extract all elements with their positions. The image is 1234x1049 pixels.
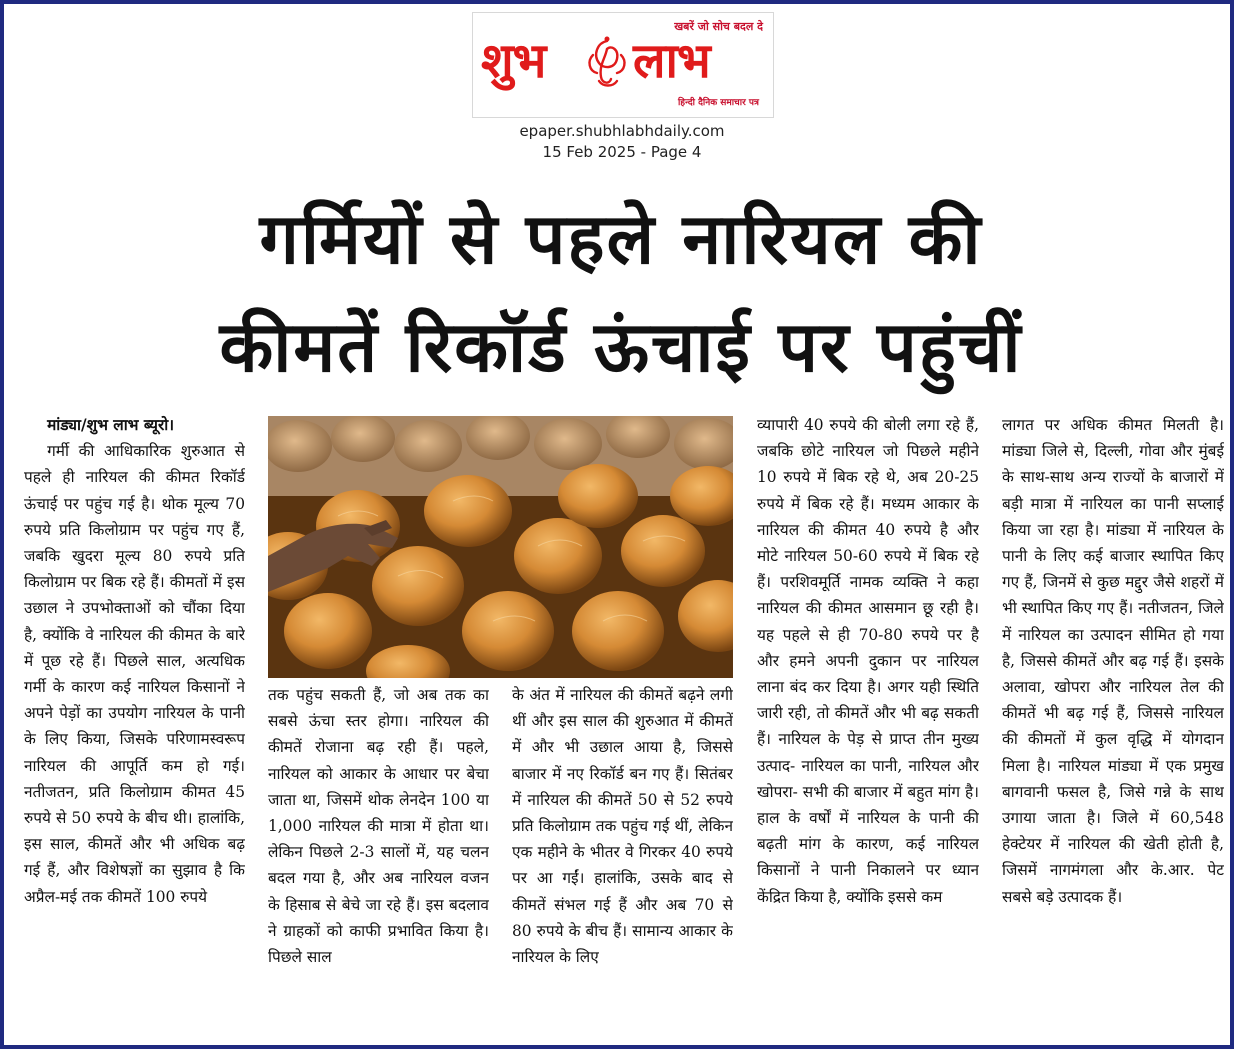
article-column-2 xyxy=(268,682,489,1034)
article-column-3 xyxy=(512,682,733,1034)
headline-line-1: गर्मियों से पहले नारियल की xyxy=(259,197,983,280)
coconut-photo xyxy=(268,416,733,678)
masthead-name-right: लाभ xyxy=(633,33,710,89)
article-text-col5: लागत पर अधिक कीमत मिलती है। मांड्या जिले से, दिल्ली, गोवा और मुंबई के साथ-साथ अन्य राज्यों के बाजारों में बड़ी मात्रा में नारियल का पानी सप्लाई किया जा रहा है। मांड्या में नारियल के पानी के लिए कई बाजार स्थापित किए गए हैं, जिनमें से कुछ मद्दुर जैसे शहरों में भी स्थापित किए गए हैं। नतीजतन, जिले में नारियल का उत्पादन सीमित हो गया है, जिससे कीमतें और बढ़ गई हैं। इसके अलावा, खोपरा और नारियल तेल की कीमतें भी बढ़ गई हैं, जिससे नारियल की कीमतों में कुल वृद्धि में योगदान मिला है। नारियल मांड्या में एक प्रमुख बागवानी फसल है, जिसे गन्ने के साथ उगाया जाता है। जिले में 60,548 हेक्टेयर में नारियल की खेती होती है, जिसमें नागमंगला और के.आर. पेट सबसे बड़े उत्पादक हैं। xyxy=(1002,416,1224,906)
masthead-logo xyxy=(472,12,774,118)
source-url: epaper.shubhlabhdaily.com xyxy=(519,122,725,140)
article-column-5 xyxy=(1002,412,1224,1034)
headline-line-2: कीमतें रिकॉर्ड ऊंचाई पर पहुंचीं xyxy=(219,305,1023,388)
article-text-col4: व्यापारी 40 रुपये की बोली लगा रहे हैं, जबकि छोटे नारियल जो पिछले महीने 10 रुपये में बिक रहे थे, अब 20-25 रुपये में बिक रहे हैं। मध्यम आकार के नारियल की कीमत 40 रुपये है और मोटे नारियल 50-60 रुपये में बिक रहे हैं। परशिवमूर्ति नामक व्यक्ति ने कहा नारियल की कीमत आसमान छू रही है। यह पहले से ही 70-80 रुपये पर है और हमने अपनी दुकान पर नारियल लाना बंद कर दिया है। अगर यही स्थिति जारी रही, तो कीमतें और भी बढ़ सकती हैं। नारियल के पेड़ से प्राप्त तीन मुख्य उत्पाद- नारियल का पानी, नारियल और खोपरा- सभी की बाजार में बहुत मांग है। हाल के वर्षों में नारियल के पानी की बढ़ती मांग के कारण, कई नारियल किसानों ने पानी निकालने पर ध्यान केंद्रित किया है, क्योंकि इससे कम xyxy=(757,416,979,906)
article-column-4 xyxy=(757,412,979,1034)
masthead-name-left: शुभ xyxy=(481,33,546,89)
article-text-col3: के अंत में नारियल की कीमतें बढ़ने लगी थीं और इस साल की शुरुआत में कीमतें में और भी उछाल आया है, जिससे बाजार में नए रिकॉर्ड बन गए हैं। सितंबर में नारियल की कीमतें 50 से 52 रुपये प्रति किलोग्राम तक पहुंच गई थीं, लेकिन एक महीने के भीतर वे गिरकर 40 रुपये पर आ गईं। हालांकि, उसके बाद से कीमतें संभल गई हैं और अब 70 से 80 रुपये के बीच हैं। सामान्य आकार के नारियल के लिए xyxy=(512,686,733,967)
article-text-col1: गर्मी की आधिकारिक शुरुआत से पहले ही नारियल की कीमत रिकॉर्ड ऊंचाई पर पहुंच गई है। थोक मूल्य 70 रुपये प्रति किलोग्राम पर पहुंच गए हैं, जबकि खुदरा मूल्य 80 रुपये प्रति किलोग्राम पर बिक रहे हैं। कीमतों में इस उछाल ने उपभोक्ताओं को चौंका दिया है, क्योंकि वे नारियल की कीमत के बारे में पूछ रहे हैं। पिछले साल, अत्यधिक गर्मी के कारण कई नारियल किसानों ने अपने पेड़ों का उपयोग नारियल के पानी के लिए किया, जिसके परिणामस्वरूप नारियल की आपूर्ति कम हो गई। नतीजतन, प्रति किलोग्राम कीमत 45 रुपये से 50 रुपये के बीच थी। हालांकि, इस साल, कीमतें और भी अधिक बढ़ गई हैं, और विशेषज्ञों का सुझाव है कि अप्रैल-मई तक कीमतें 100 रुपये xyxy=(24,442,245,906)
article-byline: मांड्या/शुभ लाभ ब्यूरो। xyxy=(47,416,175,434)
article-column-1 xyxy=(24,412,245,1034)
article-text-col2: तक पहुंच सकती हैं, जो अब तक का सबसे ऊंचा स्तर होगा। नारियल की कीमतें रोजाना बढ़ रही हैं। पहले, नारियल को आकार के आधार पर बेचा जाता था, जिसमें थोक लेनदेन 100 या 1,000 नारियल की मात्रा में होता था। लेकिन पिछले 2-3 सालों में, यह चलन बदल गया है, और अब नारियल वजन के हिसाब से बेचे जा रहे हैं। इस बदलाव ने ग्राहकों को काफी प्रभावित किया है। पिछले साल xyxy=(268,686,489,967)
masthead-subtagline: हिन्दी दैनिक समाचार पत्र xyxy=(677,98,759,108)
date-page-line: 15 Feb 2025 - Page 4 xyxy=(542,143,702,161)
ganesha-emblem-icon xyxy=(585,35,629,96)
masthead-tagline: खबरें जो सोच बदल दे xyxy=(674,20,763,33)
